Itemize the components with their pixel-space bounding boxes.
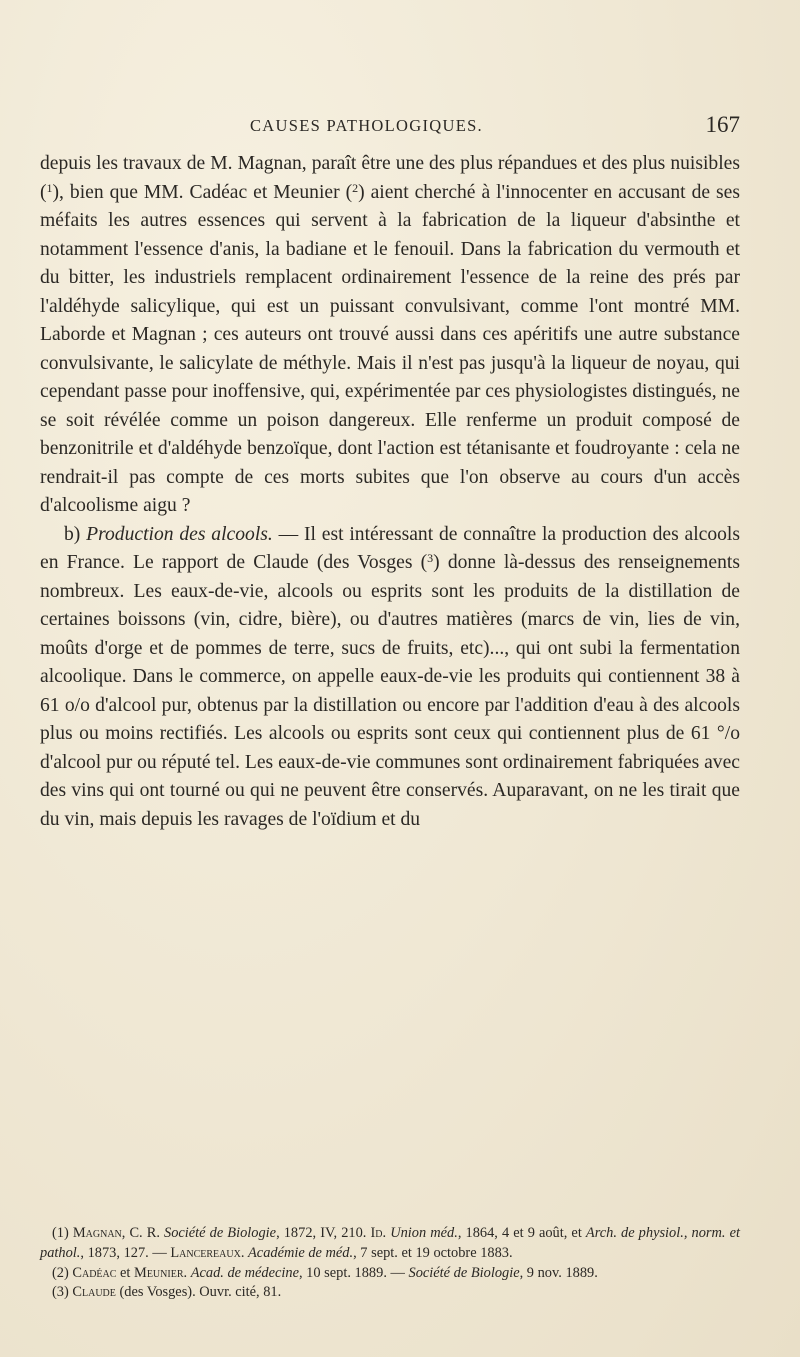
page-header [40, 112, 740, 146]
running-head: CAUSES PATHOLOGIQUES. [250, 116, 483, 135]
body-text [40, 150, 740, 834]
footnote-ref-1: 1 [46, 180, 53, 195]
footnotes [40, 1224, 740, 1303]
footnote-1: (1) Magnan, C. R. Société de Biologie, 1872, IV, 210. Id. Union méd., 1864, 4 et 9 août, et Arch. de physiol., norm. et pathol., 1873, 127. — Lancereaux. Académie de méd., 7 sept. et 19 octobre 1883. [40, 1225, 740, 1261]
footnote-ref-3: 3 [427, 551, 434, 565]
footnote-3: (3) Claude (des Vosges). Ouvr. cité, 81. [52, 1284, 282, 1301]
footnote-2: (2) Cadéac et Meunier. Acad. de médecine, 10 sept. 1889. — Société de Biologie, 9 nov. 1889. [52, 1264, 598, 1281]
paragraph-essences: depuis les travaux de M. Magnan, paraît être une des plus répandues et des plus nuisibles ($^1$), bien que MM. Cadéac et Meunier ($^2$) aient cherché à l'innocenter en accusant de ses méfaits les autres essences qui servent à la fabrication de la liqueur d'absinthe et notamment l'essence d'anis, la badiane et le fenouil. Dans la fabrication du vermouth et du bitter, les industriels remplacent ordinairement l'essence de la reine des prés par l'aldéhyde salicylique, qui est un puissant convulsivant, comme l'ont montré MM. Laborde et Magnan ; ces auteurs ont trouvé aussi dans ces apéritifs une autre substance convulsivante, le salicylate de méthyle. Mais il n'est pas jusqu'à la liqueur de noyau, qui cependant passe pour inoffensive, qui, expérimentée par ces physiologistes distingués, ne se soit révélée comme un poison dangereux. Elle renferme un produit composé de benzonitrile et d'aldéhyde benzoïque, dont l'action est tétanisante et foudroyante : cela ne rendrait-il pas compte de ces morts subites que l'on observe au cours d'un accès d'alcoolisme aigu ? [40, 153, 740, 516]
footnote-ref-2: 2 [352, 180, 359, 195]
page-number: 167 [705, 112, 740, 137]
section-title: Production des alcools. [86, 523, 273, 545]
paragraph-production: b) Production des alcools. — Il est intéressant de connaître la production des alcools en France. Le rapport de Claude (des Vosges ($^3$) donne là-dessus des renseignements nombreux. Les eaux-de-vie, alcools ou esprits sont les produits de la distillation de certaines boissons (vin, cidre, bière), ou d'autres matières (marcs de vin, lies de vin, moûts d'orge et de pommes de terre, sucs de fruits, etc)..., qui ont subi la fermentation alcoolique. Dans le commerce, on appelle eaux-de-vie les produits qui contiennent 38 à 61 o/o d'alcool pur, obtenus par la distillation ou encore par l'addition d'eau à des alcools plus ou moins rectifiés. Les alcools ou esprits sont ceux qui contiennent plus de 61 °/o d'alcool pur ou réputé tel. Les eaux-de-vie communes sont ordinairement fabriquées avec des vins qui ont tourné ou qui ne peuvent être conservés. Auparavant, on ne les tirait que du vin, mais depuis les ravages de l'oïdium et du [40, 523, 741, 830]
